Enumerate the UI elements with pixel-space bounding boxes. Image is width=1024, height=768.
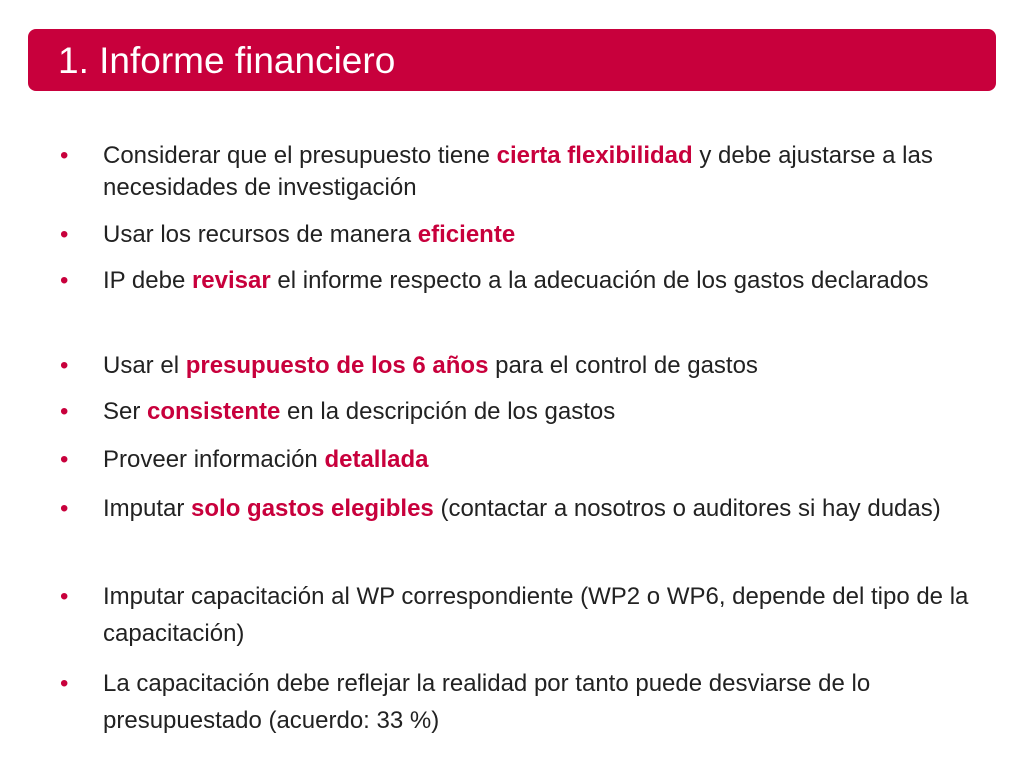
highlighted-text: consistente bbox=[147, 398, 281, 425]
bullet-icon: • bbox=[60, 221, 69, 248]
highlighted-text: detallada bbox=[324, 446, 429, 473]
bullet-icon: • bbox=[60, 670, 69, 697]
highlighted-text: presupuesto de los 6 años bbox=[185, 352, 489, 379]
bullet-item bbox=[60, 347, 988, 384]
bullet-text: Imputar capacitación al WP correspondiente (WP2 o WP6, depende del tipo de la capacitación) bbox=[103, 583, 969, 647]
slide-title: 1. Informe financiero bbox=[58, 39, 396, 81]
highlighted-text: eficiente bbox=[417, 221, 516, 248]
highlighted-text: cierta flexibilidad bbox=[496, 142, 693, 169]
bullet-item bbox=[60, 665, 988, 739]
bullet-item bbox=[60, 140, 988, 204]
bullet-icon: • bbox=[60, 142, 69, 169]
bullet-text: Considerar que el presupuesto tiene bbox=[103, 142, 497, 169]
bullet-text: Imputar bbox=[103, 495, 192, 522]
bullet-text: (contactar a nosotros o auditores si hay dudas) bbox=[433, 495, 941, 522]
bullet-item bbox=[60, 578, 988, 652]
bullet-icon: • bbox=[60, 583, 69, 610]
bullet-text: Proveer información bbox=[103, 446, 325, 473]
bullet-text: Usar los recursos de manera bbox=[103, 221, 418, 248]
bullet-icon: • bbox=[60, 352, 69, 379]
bullet-icon: • bbox=[60, 398, 69, 425]
bullet-item bbox=[60, 216, 988, 253]
bullet-text: Ser bbox=[103, 398, 148, 425]
bullet-icon: • bbox=[60, 267, 69, 294]
highlighted-text: solo gastos elegibles bbox=[191, 495, 434, 522]
highlighted-text: revisar bbox=[191, 267, 271, 294]
bullet-text: en la descripción de los gastos bbox=[280, 398, 616, 425]
bullet-text: IP debe bbox=[103, 267, 192, 294]
bullet-text: La capacitación debe reflejar la realidad por tanto puede desviarse de lo presupuestado (acuerdo: 33 %) bbox=[103, 670, 871, 734]
bullet-icon: • bbox=[60, 495, 69, 522]
bullet-item bbox=[60, 262, 988, 299]
bullet-text: Usar el bbox=[103, 352, 186, 379]
bullet-text: el informe respecto a la adecuación de los gastos declarados bbox=[270, 267, 929, 294]
bullet-item bbox=[60, 441, 988, 478]
bullet-item bbox=[60, 490, 988, 527]
bullet-text: para el control de gastos bbox=[488, 352, 758, 379]
bullet-item bbox=[60, 393, 988, 430]
bullet-text: y debe ajustarse a las necesidades de investigación bbox=[103, 142, 933, 201]
bullet-icon: • bbox=[60, 446, 69, 473]
